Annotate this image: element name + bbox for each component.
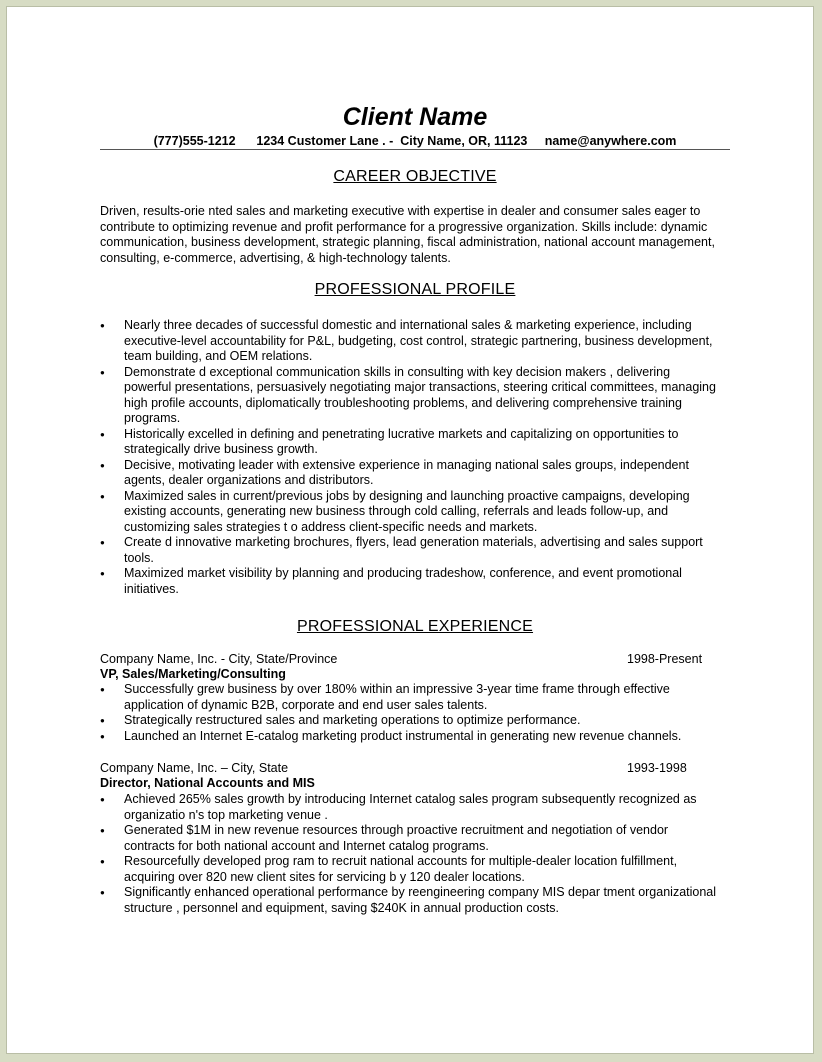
list-item: ● Strategically restructured sales and marketing operations to optimize performance. xyxy=(100,713,720,729)
list-item: ● Maximized sales in current/previous jobs by designing and launching proactive campaigns, developing existing accounts, generating new business through cold calling, referrals and leads follow-up, and customizing sales strategies t o address client-specific needs and markets. xyxy=(100,489,720,536)
list-item: ● Demonstrate d exceptional communication skills in consulting with key decision makers , delivering powerful presentations, persuasively negotiating major transactions, steering critical committees, managing high profile accounts, diplomatically troubleshooting problems, and delivering comprehensive training programs. xyxy=(100,365,720,427)
career-objective-heading: CAREER OBJECTIVE xyxy=(333,168,497,185)
job-1-company: Company Name, Inc. - City, State/Province xyxy=(100,652,338,666)
list-item: ● Generated $1M in new revenue resources through proactive recruitment and negotiation of vendor contracts for both national account and Internet catalog programs. xyxy=(100,823,720,854)
list-item: ● Nearly three decades of successful domestic and international sales & marketing experience, including executive-level accountability for P&L, budgeting, cost control, strategic partnering, business development, team building, and OEM relations. xyxy=(100,318,720,365)
job-2-title: Director, National Accounts and MIS xyxy=(100,776,315,790)
client-name: Client Name xyxy=(342,103,488,131)
job-1-list xyxy=(100,682,720,744)
list-item: ● Historically excelled in defining and penetrating lucrative markets and capitalizing on opportunities to strategically drive business growth. xyxy=(100,427,720,458)
list-item: ● Successfully grew business by over 180% within an impressive 3-year time frame through effective application of dynamic B2B, corporate and end user sales talents. xyxy=(100,682,720,713)
job-2-company: Company Name, Inc. – City, State xyxy=(100,761,289,775)
list-item: ● Launched an Internet E-catalog marketing product instrumental in generating new revenue channels. xyxy=(100,729,720,745)
profile-list xyxy=(100,318,720,597)
job-1-dates: 1998-Present xyxy=(627,652,703,666)
job-2-list xyxy=(100,792,720,916)
list-item: ● Significantly enhanced operational performance by reengineering company MIS depar tment organizational structure , personnel and equipment, saving $240K in annual production costs. xyxy=(100,885,720,916)
header-divider xyxy=(100,149,730,150)
list-item: ● Decisive, motivating leader with extensive experience in managing national sales groups, independent agents, dealer organizations and distributors. xyxy=(100,458,720,489)
career-objective-text: Driven, results-orie nted sales and marketing executive with expertise in dealer and consumer sales eager to contribute to optimizing revenue and profit performance for a progressive organization. Skills include: dynamic communication, business development, strategic planning, fiscal administration, national account management, consulting, e-commerce, advertising, & high-technology talents. xyxy=(100,204,715,265)
professional-experience-heading: PROFESSIONAL EXPERIENCE xyxy=(296,618,534,635)
professional-profile-heading: PROFESSIONAL PROFILE xyxy=(314,281,516,298)
resume-page xyxy=(6,6,814,1054)
job-2-dates: 1993-1998 xyxy=(627,761,687,775)
job-1-title: VP, Sales/Marketing/Consulting xyxy=(100,667,286,681)
list-item: ● Resourcefully developed prog ram to recruit national accounts for multiple-dealer location fulfillment, acquiring over 820 new client sites for servicing b y 120 dealer locations. xyxy=(100,854,720,885)
contact-line: (777)555-1212 1234 Customer Lane . - City Name, OR, 11123 name@anywhere.com xyxy=(153,134,677,148)
list-item: ● Maximized market visibility by planning and producing tradeshow, conference, and event promotional initiatives. xyxy=(100,566,720,597)
list-item: ● Achieved 265% sales growth by introducing Internet catalog sales program subsequently recognized as organizatio n's top marketing venue . xyxy=(100,792,720,823)
list-item: ● Create d innovative marketing brochures, flyers, lead generation materials, advertising and sales support tools. xyxy=(100,535,720,566)
